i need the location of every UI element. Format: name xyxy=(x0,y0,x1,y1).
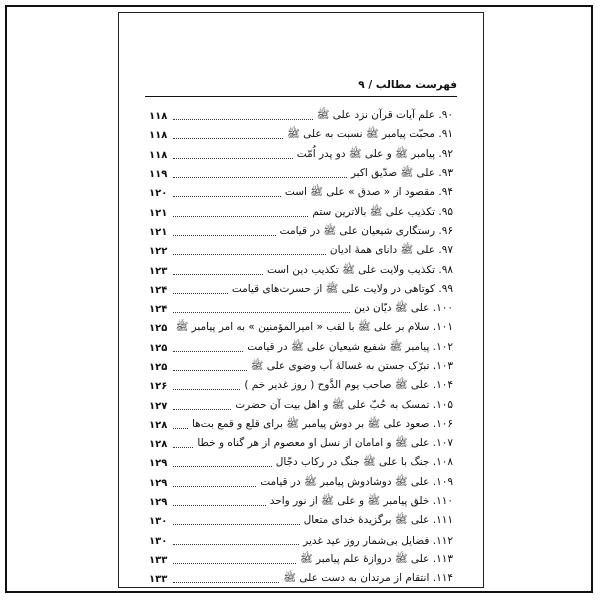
toc-page-number: ۱۲۴ xyxy=(149,284,168,296)
toc-row xyxy=(149,512,453,531)
toc-entry-title: ۹۳. علی ﷺ صدّیق اکبر xyxy=(350,167,453,180)
dot-leader xyxy=(173,428,188,429)
toc-row xyxy=(149,126,453,145)
toc-row xyxy=(149,184,453,203)
book-page xyxy=(118,12,484,588)
toc-row xyxy=(149,532,453,551)
dot-leader xyxy=(173,119,313,120)
toc-row xyxy=(149,281,453,300)
dot-leader xyxy=(173,524,300,525)
toc-page-number: ۱۲۷ xyxy=(149,400,168,412)
toc-entry-title: ۱۰۱. سلام بر علی ﷺ با لقب « امیرالمؤمنین » به امر پیامبر ﷺ xyxy=(175,321,453,334)
toc-page-number: ۱۲۰ xyxy=(149,188,168,200)
toc-entry-title: ۹۹. کوتاهی در ولایت علی ﷺ از حسرت‌های قیامت xyxy=(231,282,453,295)
toc-page-number: ۱۲۵ xyxy=(149,323,168,335)
toc-page-number: ۱۱۸ xyxy=(149,130,168,142)
toc-entry-title: ۱۰۵. تمسک به حُبّ علی ﷺ و اهل بیت آن حضرت xyxy=(235,398,453,411)
toc-page-number: ۱۲۴ xyxy=(149,304,168,316)
dot-leader xyxy=(173,389,240,390)
toc-entry-title: ۱۱۰. خلق پیامبر ﷺ و علی ﷺ از نور واحد xyxy=(269,495,453,508)
dot-leader xyxy=(173,158,293,159)
toc-entry-title: ۱۱۲. فضایل بی‌شمار روز عید غدیر xyxy=(303,535,453,548)
dot-leader xyxy=(173,486,256,487)
toc-entry-title: ۱۰۸. جنگ با علی ﷺ جنگ در رکاب دجّال xyxy=(275,456,453,469)
toc-row xyxy=(149,261,453,280)
toc-row xyxy=(149,396,453,415)
toc-entry-title: ۱۱۳. علی ﷺ دروازهٔ علم پیامبر ﷺ xyxy=(299,552,453,565)
dot-leader xyxy=(173,254,326,255)
toc-entry-title: ۹۸. تکذیب ولایت علی ﷺ تکذیب دین است xyxy=(267,263,453,276)
dot-leader xyxy=(173,216,308,217)
dot-leader xyxy=(173,274,263,275)
toc-page-number: ۱۲۱ xyxy=(149,207,168,219)
toc-page-number: ۱۱۸ xyxy=(149,149,168,161)
toc-page-number: ۱۲۹ xyxy=(149,477,168,489)
toc-row xyxy=(149,377,453,396)
dot-leader xyxy=(173,582,279,583)
toc-entry-title: ۱۰۰. علی ﷺ دیّان دین xyxy=(354,302,453,315)
toc-entry-title: ۱۰۲. پیامبر ﷺ شفیع شیعیان علی ﷺ در قیامت xyxy=(247,340,453,353)
header-rule xyxy=(145,96,457,97)
toc-page-number: ۱۲۵ xyxy=(149,362,168,373)
toc-row xyxy=(149,300,453,319)
toc-entry-title: ۱۰۷. علی ﷺ و امامان از نسل او معصوم از هر گناه و خطا xyxy=(197,437,453,450)
toc-entry-title: ۱۱۴. انتقام از مرتدان به دست علی ﷺ xyxy=(283,572,453,585)
toc-page-number: ۱۲۸ xyxy=(149,439,168,451)
dot-leader xyxy=(173,466,272,467)
toc-page-number: ۱۱۸ xyxy=(149,111,168,123)
toc-entry-title: ۱۰۶. صعود علی ﷺ بر دوش پیامبر ﷺ برای قلع و قمع بت‌ها xyxy=(191,417,453,430)
toc-row xyxy=(149,223,453,242)
dot-leader xyxy=(173,138,283,139)
toc-page-number: ۱۲۵ xyxy=(149,342,168,354)
dot-leader xyxy=(173,544,299,545)
toc-entry-title: ۹۷. علی ﷺ دانای همهٔ ادیان xyxy=(329,244,453,257)
toc-page-number: ۱۳۳ xyxy=(149,574,168,586)
toc-row xyxy=(149,570,453,589)
toc-row xyxy=(149,454,453,473)
toc-row xyxy=(149,165,453,184)
dot-leader xyxy=(173,235,276,236)
dot-leader xyxy=(173,370,247,371)
toc-entry-title: ۱۱۱. علی ﷺ برگزیدهٔ خدای متعال xyxy=(303,514,453,527)
toc-row xyxy=(149,107,453,126)
toc-page-number: ۱۲۹ xyxy=(149,458,168,470)
dot-leader xyxy=(173,505,266,506)
toc-row xyxy=(149,339,453,358)
table-of-contents xyxy=(149,107,453,589)
toc-entry-title: ۹۶. رستگاری شیعیان علی ﷺ در قیامت xyxy=(279,224,453,237)
toc-entry-title: ۱۰۳. تبرّک جستن به غسالهٔ آب وضوی علی ﷺ xyxy=(250,360,453,372)
running-header: فهرست مطالب / ۹ xyxy=(358,79,457,91)
toc-row xyxy=(149,493,453,512)
toc-page-number: ۱۳۰ xyxy=(149,516,168,528)
toc-row xyxy=(149,242,453,261)
toc-row xyxy=(149,203,453,222)
toc-row xyxy=(149,551,453,570)
toc-page-number: ۱۱۹ xyxy=(149,169,168,181)
toc-page-number: ۱۲۸ xyxy=(149,419,168,431)
toc-entry-title: ۹۲. پیامبر ﷺ و علی ﷺ دو پدر اُمّت xyxy=(296,147,453,160)
toc-page-number: ۱۲۱ xyxy=(149,226,168,238)
dot-leader xyxy=(173,177,347,178)
toc-entry-title: ۹۰. علم آیات قرآن نزد علی ﷺ xyxy=(316,109,453,122)
toc-entry-title: ۹۱. محبّت پیامبر ﷺ نسبت به علی ﷺ xyxy=(287,128,453,141)
toc-page-number: ۱۲۹ xyxy=(149,497,168,509)
toc-page-number: ۱۲۳ xyxy=(149,265,168,277)
toc-row xyxy=(149,146,453,165)
dot-leader xyxy=(173,312,350,313)
dot-leader xyxy=(173,196,281,197)
dot-leader xyxy=(173,409,231,410)
toc-page-number: ۱۲۶ xyxy=(149,381,168,393)
toc-page-number: ۱۳۰ xyxy=(149,535,168,547)
toc-entry-title: ۹۴. مقصود از « صدق » علی ﷺ است xyxy=(284,186,453,199)
toc-row xyxy=(149,416,453,435)
toc-entry-title: ۱۰۴. علی ﷺ صاحب یوم الدَّوح ( روز غدیر خم ) xyxy=(244,379,453,392)
dot-leader xyxy=(173,293,228,294)
toc-row xyxy=(149,358,453,377)
toc-entry-title: ۱۰۹. علی ﷺ دوشادوش پیامبر ﷺ در قیامت xyxy=(260,475,453,488)
toc-page-number: ۱۲۲ xyxy=(149,246,168,258)
toc-entry-title: ۹۵. تکذیب علی ﷺ بالاترین ستم xyxy=(312,205,453,218)
toc-row xyxy=(149,435,453,454)
toc-row xyxy=(149,474,453,493)
dot-leader xyxy=(173,447,193,448)
dot-leader xyxy=(173,351,243,352)
toc-row xyxy=(149,319,453,338)
toc-page-number: ۱۳۳ xyxy=(149,554,168,566)
dot-leader xyxy=(173,563,296,564)
